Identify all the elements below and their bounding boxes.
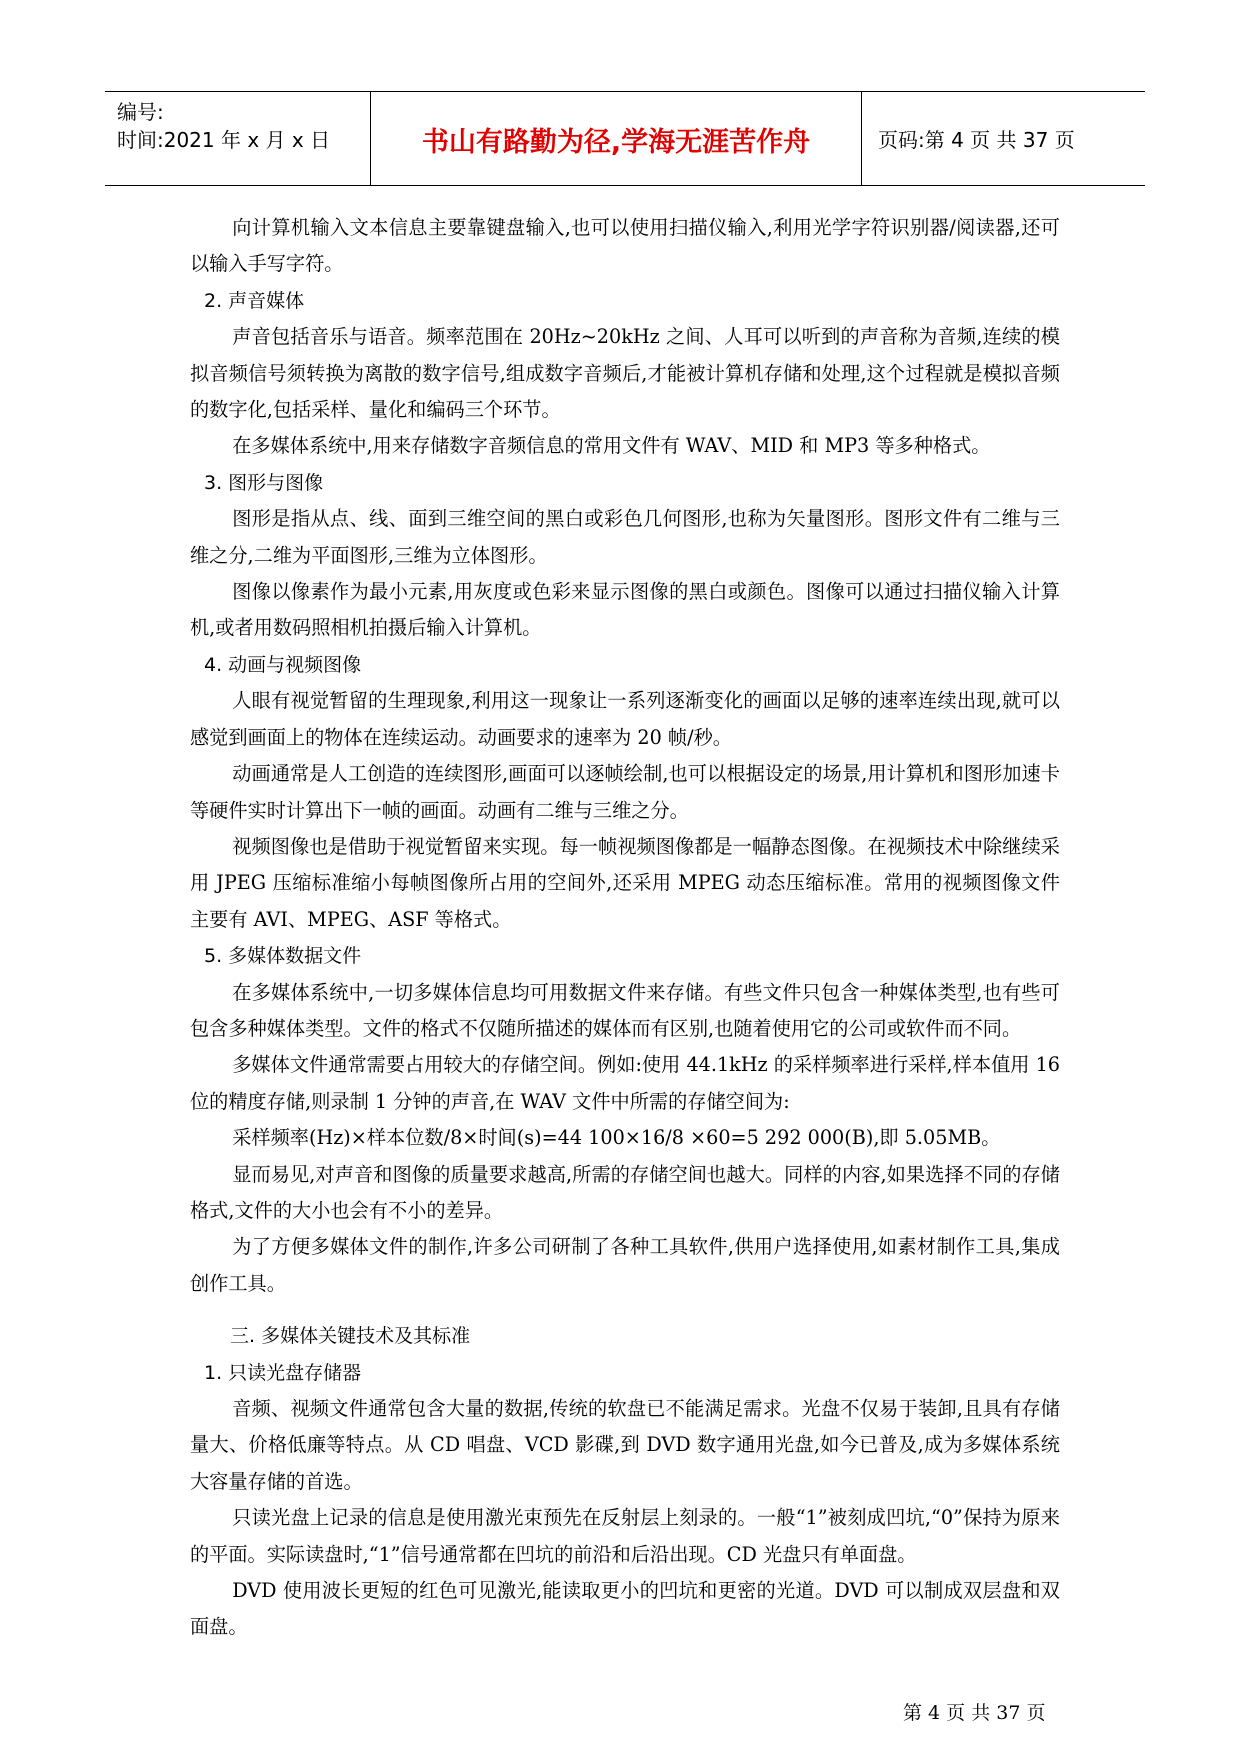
paragraph: 为了方便多媒体文件的制作,许多公司研制了各种工具软件,供用户选择使用,如素材制作工具,集成创作工具。 [190,1235,1060,1295]
page-header [105,91,1145,186]
paragraph: 只读光盘上记录的信息是使用激光束预先在反射层上刻录的。一般“1”被刻成凹坑,“0”保持为原来的平面。实际读盘时,“1”信号通常都在凹坑的前沿和后沿出现。CD 光盘只有单面盘。 [190,1506,1060,1566]
paragraph: DVD 使用波长更短的红色可见激光,能读取更小的凹坑和更密的光道。DVD 可以制成双层盘和双面盘。 [190,1579,1060,1639]
paragraph: 音频、视频文件通常包含大量的数据,传统的软盘已不能满足需求。光盘不仅易于装卸,且具有存储量大、价格低廉等特点。从 CD 唱盘、VCD 影碟,到 DVD 数字通用光盘,如今已普及,成为多媒体系统大容量存储的首选。 [190,1397,1060,1493]
paragraph: 在多媒体系统中,用来存储数字音频信息的常用文件有 WAV、MID 和 MP3 等多种格式。 [232,434,991,458]
paragraph: 图形是指从点、线、面到三维空间的黑白或彩色几何图形,也称为矢量图形。图形文件有二维与三维之分,二维为平面图形,三维为立体图形。 [190,507,1060,567]
page-footer: 第 4 页 共 37 页 [903,1702,1046,1724]
document-body [190,210,1060,1646]
section-heading: 2. 声音媒体 [204,289,305,312]
paragraph: 显而易见,对声音和图像的质量要求越高,所需的存储空间也越大。同样的内容,如果选择不同的存储格式,文件的大小也会有不小的差异。 [190,1162,1060,1222]
section-heading: 3. 图形与图像 [204,471,324,494]
paragraph: 声音包括音乐与语音。频率范围在 20Hz~20kHz 之间、人耳可以听到的声音称为音频,连续的模拟音频信号须转换为离散的数字信号,组成数字音频后,才能被计算机存储和处理,这个过程就是模拟音频的数字化,包括采样、量化和编码三个环节。 [190,325,1060,422]
header-meta-cell [105,92,370,185]
header-page-cell [862,92,1145,185]
section-heading: 5. 多媒体数据文件 [204,945,362,968]
paragraph: 图像以像素作为最小元素,用灰度或色彩来显示图像的黑白或颜色。图像可以通过扫描仪输入计算机,或者用数码照相机拍摄后输入计算机。 [190,580,1060,640]
paragraph: 人眼有视觉暂留的生理现象,利用这一现象让一系列逐渐变化的画面以足够的速率连续出现,就可以感觉到画面上的物体在连续运动。动画要求的速率为 20 帧/秒。 [190,689,1060,749]
section-heading: 4. 动画与视频图像 [204,653,362,676]
paragraph: 多媒体文件通常需要占用较大的存储空间。例如:使用 44.1kHz 的采样频率进行采样,样本值用 16 位的精度存储,则录制 1 分钟的声音,在 WAV 文件中所需的存储空间为: [190,1053,1060,1113]
paragraph: 采样频率(Hz)×样本位数/8×时间(s)=44 100×16/8 ×60=5 292 000(B),即 5.05MB。 [232,1126,1001,1150]
document-time-label: 时间:2021 年 x 月 x 日 [117,128,331,152]
header-motto-cell [370,92,862,185]
paragraph: 向计算机输入文本信息主要靠键盘输入,也可以使用扫描仪输入,利用光学字符识别器/阅读器,还可以输入手写字符。 [190,216,1060,276]
paragraph: 在多媒体系统中,一切多媒体信息均可用数据文件来存储。有些文件只包含一种媒体类型,也有些可包含多种媒体类型。文件的格式不仅随所描述的媒体而有区别,也随着使用它的公司或软件而不同。 [190,980,1060,1040]
chapter-heading: 三. 多媒体关键技术及其标准 [230,1325,471,1348]
paragraph: 视频图像也是借助于视觉暂留来实现。每一帧视频图像都是一幅静态图像。在视频技术中除继续采用 JPEG 压缩标准缩小每帧图像所占用的空间外,还采用 MPEG 动态压缩标准。常用的视频图像文件主要有 AVI、MPEG、ASF 等格式。 [190,834,1060,931]
header-page-code: 页码:第 4 页 共 37 页 [878,128,1075,152]
paragraph: 动画通常是人工创造的连续图形,画面可以逐帧绘制,也可以根据设定的场景,用计算机和图形加速卡等硬件实时计算出下一帧的画面。动画有二维与三维之分。 [190,762,1060,822]
section-heading: 1. 只读光盘存储器 [204,1361,362,1384]
header-motto: 书山有路勤为径,学海无涯苦作舟 [421,127,811,158]
document-number-label: 编号: [117,100,164,124]
